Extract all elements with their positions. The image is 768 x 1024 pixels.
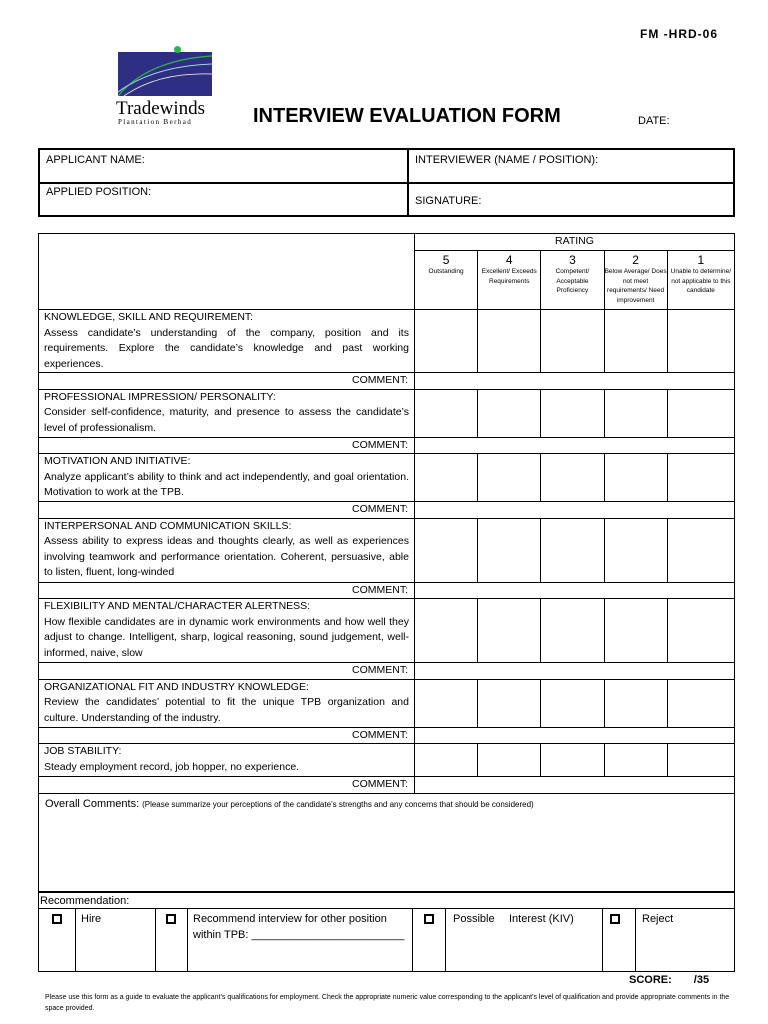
overall-comments-note: (Please summarize your perceptions of the candidate’s strengths and any concerns that should be considered) [142,799,534,809]
comment-field[interactable] [414,777,734,794]
company-logo [116,46,220,128]
recommend-other-label: Recommend interview for other position within TPB: _________________________ [193,913,405,941]
comment-label: COMMENT: [39,663,415,680]
rating-cell[interactable] [414,454,477,502]
score-out-of: /35 [693,974,710,986]
rating-cell[interactable] [541,454,604,502]
criterion-job-stability: JOB STABILITY: Steady employment record, job hopper, no experience. [39,744,415,777]
footer-instructions: Please use this form as a guide to evaluate the applicant’s qualifications for employment. Check the appropriate numeric value corresponding to the applicant’s level of qualification and provide appropriate comments in the space provided. [45,994,730,1012]
score-label: SCORE: [629,974,672,986]
criterion-motivation: MOTIVATION AND INITIATIVE: Analyze applicant’s ability to think and act independently, and goal orientation. Motivation to work at the TPB. [39,454,415,502]
comment-label: COMMENT: [39,582,415,599]
rating-cell[interactable] [478,518,541,582]
rating-cell[interactable] [667,389,734,437]
rating-cell[interactable] [667,310,734,373]
rating-cell[interactable] [667,454,734,502]
comment-field[interactable] [414,373,734,390]
rating-cell[interactable] [414,679,477,727]
applicant-name-field[interactable]: APPLICANT NAME: [46,154,145,166]
date-label[interactable]: DATE: [638,115,670,127]
logo-swoosh-icon [118,52,212,96]
comment-field[interactable] [414,663,734,680]
rating-cell[interactable] [604,518,667,582]
rating-cell[interactable] [667,518,734,582]
rating-cell[interactable] [541,389,604,437]
logo-name: Tradewinds [116,98,206,119]
comment-label: COMMENT: [39,373,415,390]
comment-field[interactable] [414,727,734,744]
evaluation-table [38,233,735,893]
criterion-flexibility: FLEXIBILITY AND MENTAL/CHARACTER ALERTNESS: How flexible candidates are in dynamic work environments and how well they adjust to change. Intelligent, sharp, logical reasoning, sound judgement, well-informed, naive, slow [39,599,415,663]
rating-cell[interactable] [667,679,734,727]
rating-cell[interactable] [541,679,604,727]
reject-label: Reject [642,913,674,925]
rating-level-4: 4 Excellent/ Exceeds Requirements [478,251,541,310]
score-line[interactable] [629,974,709,986]
logo-subtitle: Plantation Berhad [118,118,193,126]
rating-cell[interactable] [604,454,667,502]
rating-cell[interactable] [604,744,667,777]
comment-label: COMMENT: [39,502,415,519]
rating-cell[interactable] [541,599,604,663]
rating-cell[interactable] [667,599,734,663]
comment-field[interactable] [414,502,734,519]
form-title: INTERVIEW EVALUATION FORM [253,105,561,127]
logo-dot-icon [174,46,181,53]
rating-cell[interactable] [541,518,604,582]
possible-interest-checkbox[interactable] [424,914,434,924]
rating-cell[interactable] [414,599,477,663]
overall-comments-label: Overall Comments: [45,797,140,810]
criterion-professional-impression: PROFESSIONAL IMPRESSION/ PERSONALITY: Consider self-confidence, maturity, and presence to assess the candidate’s level of professionalism. [39,389,415,437]
comment-field[interactable] [414,582,734,599]
hire-checkbox[interactable] [52,914,62,924]
recommendation-label: Recommendation: [40,895,130,907]
criterion-knowledge: KNOWLEDGE, SKILL AND REQUIREMENT: Assess candidate’s understanding of the company, position and its requirements. Explore the candidate’s knowledge and past working experiences. [39,310,415,373]
overall-comments-field[interactable] [39,793,735,892]
rating-cell[interactable] [604,389,667,437]
interviewer-field[interactable]: INTERVIEWER (NAME / POSITION): [415,154,599,166]
rating-level-3: 3 Competent/ Acceptable Proficiency [541,251,604,310]
rating-level-1: 1 Unable to determine/ not applicable to this candidate [667,251,734,310]
rating-cell[interactable] [604,310,667,373]
recommendation-box [38,891,735,972]
rating-cell[interactable] [541,310,604,373]
possible-label: Possible [453,913,495,925]
rating-cell[interactable] [604,679,667,727]
recommendation-options [39,908,734,971]
rating-cell[interactable] [414,518,477,582]
comment-label: COMMENT: [39,777,415,794]
signature-field[interactable]: SIGNATURE: [415,195,482,207]
recommend-other-checkbox[interactable] [166,914,176,924]
rating-cell[interactable] [478,454,541,502]
rating-level-2: 2 Below Average/ Does not meet requirements/ Need improvement [604,251,667,310]
comment-label: COMMENT: [39,437,415,454]
rating-cell[interactable] [604,599,667,663]
rating-cell[interactable] [478,679,541,727]
criteria-header-blank [39,234,415,310]
rating-cell[interactable] [478,744,541,777]
rating-level-5: 5 Outstanding [414,251,477,310]
criterion-interpersonal: INTERPERSONAL AND COMMUNICATION SKILLS: Assess ability to express ideas and thoughts clearly, as well as experiences involving teamwork and performance orientation. Coherent, persuasive, able to listen, fluent, long-winded [39,518,415,582]
hire-label: Hire [81,913,102,925]
rating-cell[interactable] [414,310,477,373]
rating-cell[interactable] [667,744,734,777]
comment-label: COMMENT: [39,727,415,744]
rating-cell[interactable] [478,310,541,373]
applied-position-field[interactable]: APPLIED POSITION: [46,186,152,198]
rating-title: RATING [414,234,734,251]
rating-cell[interactable] [478,599,541,663]
interest-kiv-label: Interest (KIV) [509,913,574,925]
rating-cell[interactable] [478,389,541,437]
rating-cell[interactable] [414,744,477,777]
form-code: FM -HRD-06 [640,27,718,41]
rating-cell[interactable] [414,389,477,437]
reject-checkbox[interactable] [610,914,620,924]
logo-graphic [118,52,212,96]
comment-field[interactable] [414,437,734,454]
criterion-organizational-fit: ORGANIZATIONAL FIT AND INDUSTRY KNOWLEDGE: Review the candidates’ potential to fit the unique TPB organization and culture. Understanding of the industry. [39,679,415,727]
applicant-info-box [38,148,735,217]
rating-cell[interactable] [541,744,604,777]
